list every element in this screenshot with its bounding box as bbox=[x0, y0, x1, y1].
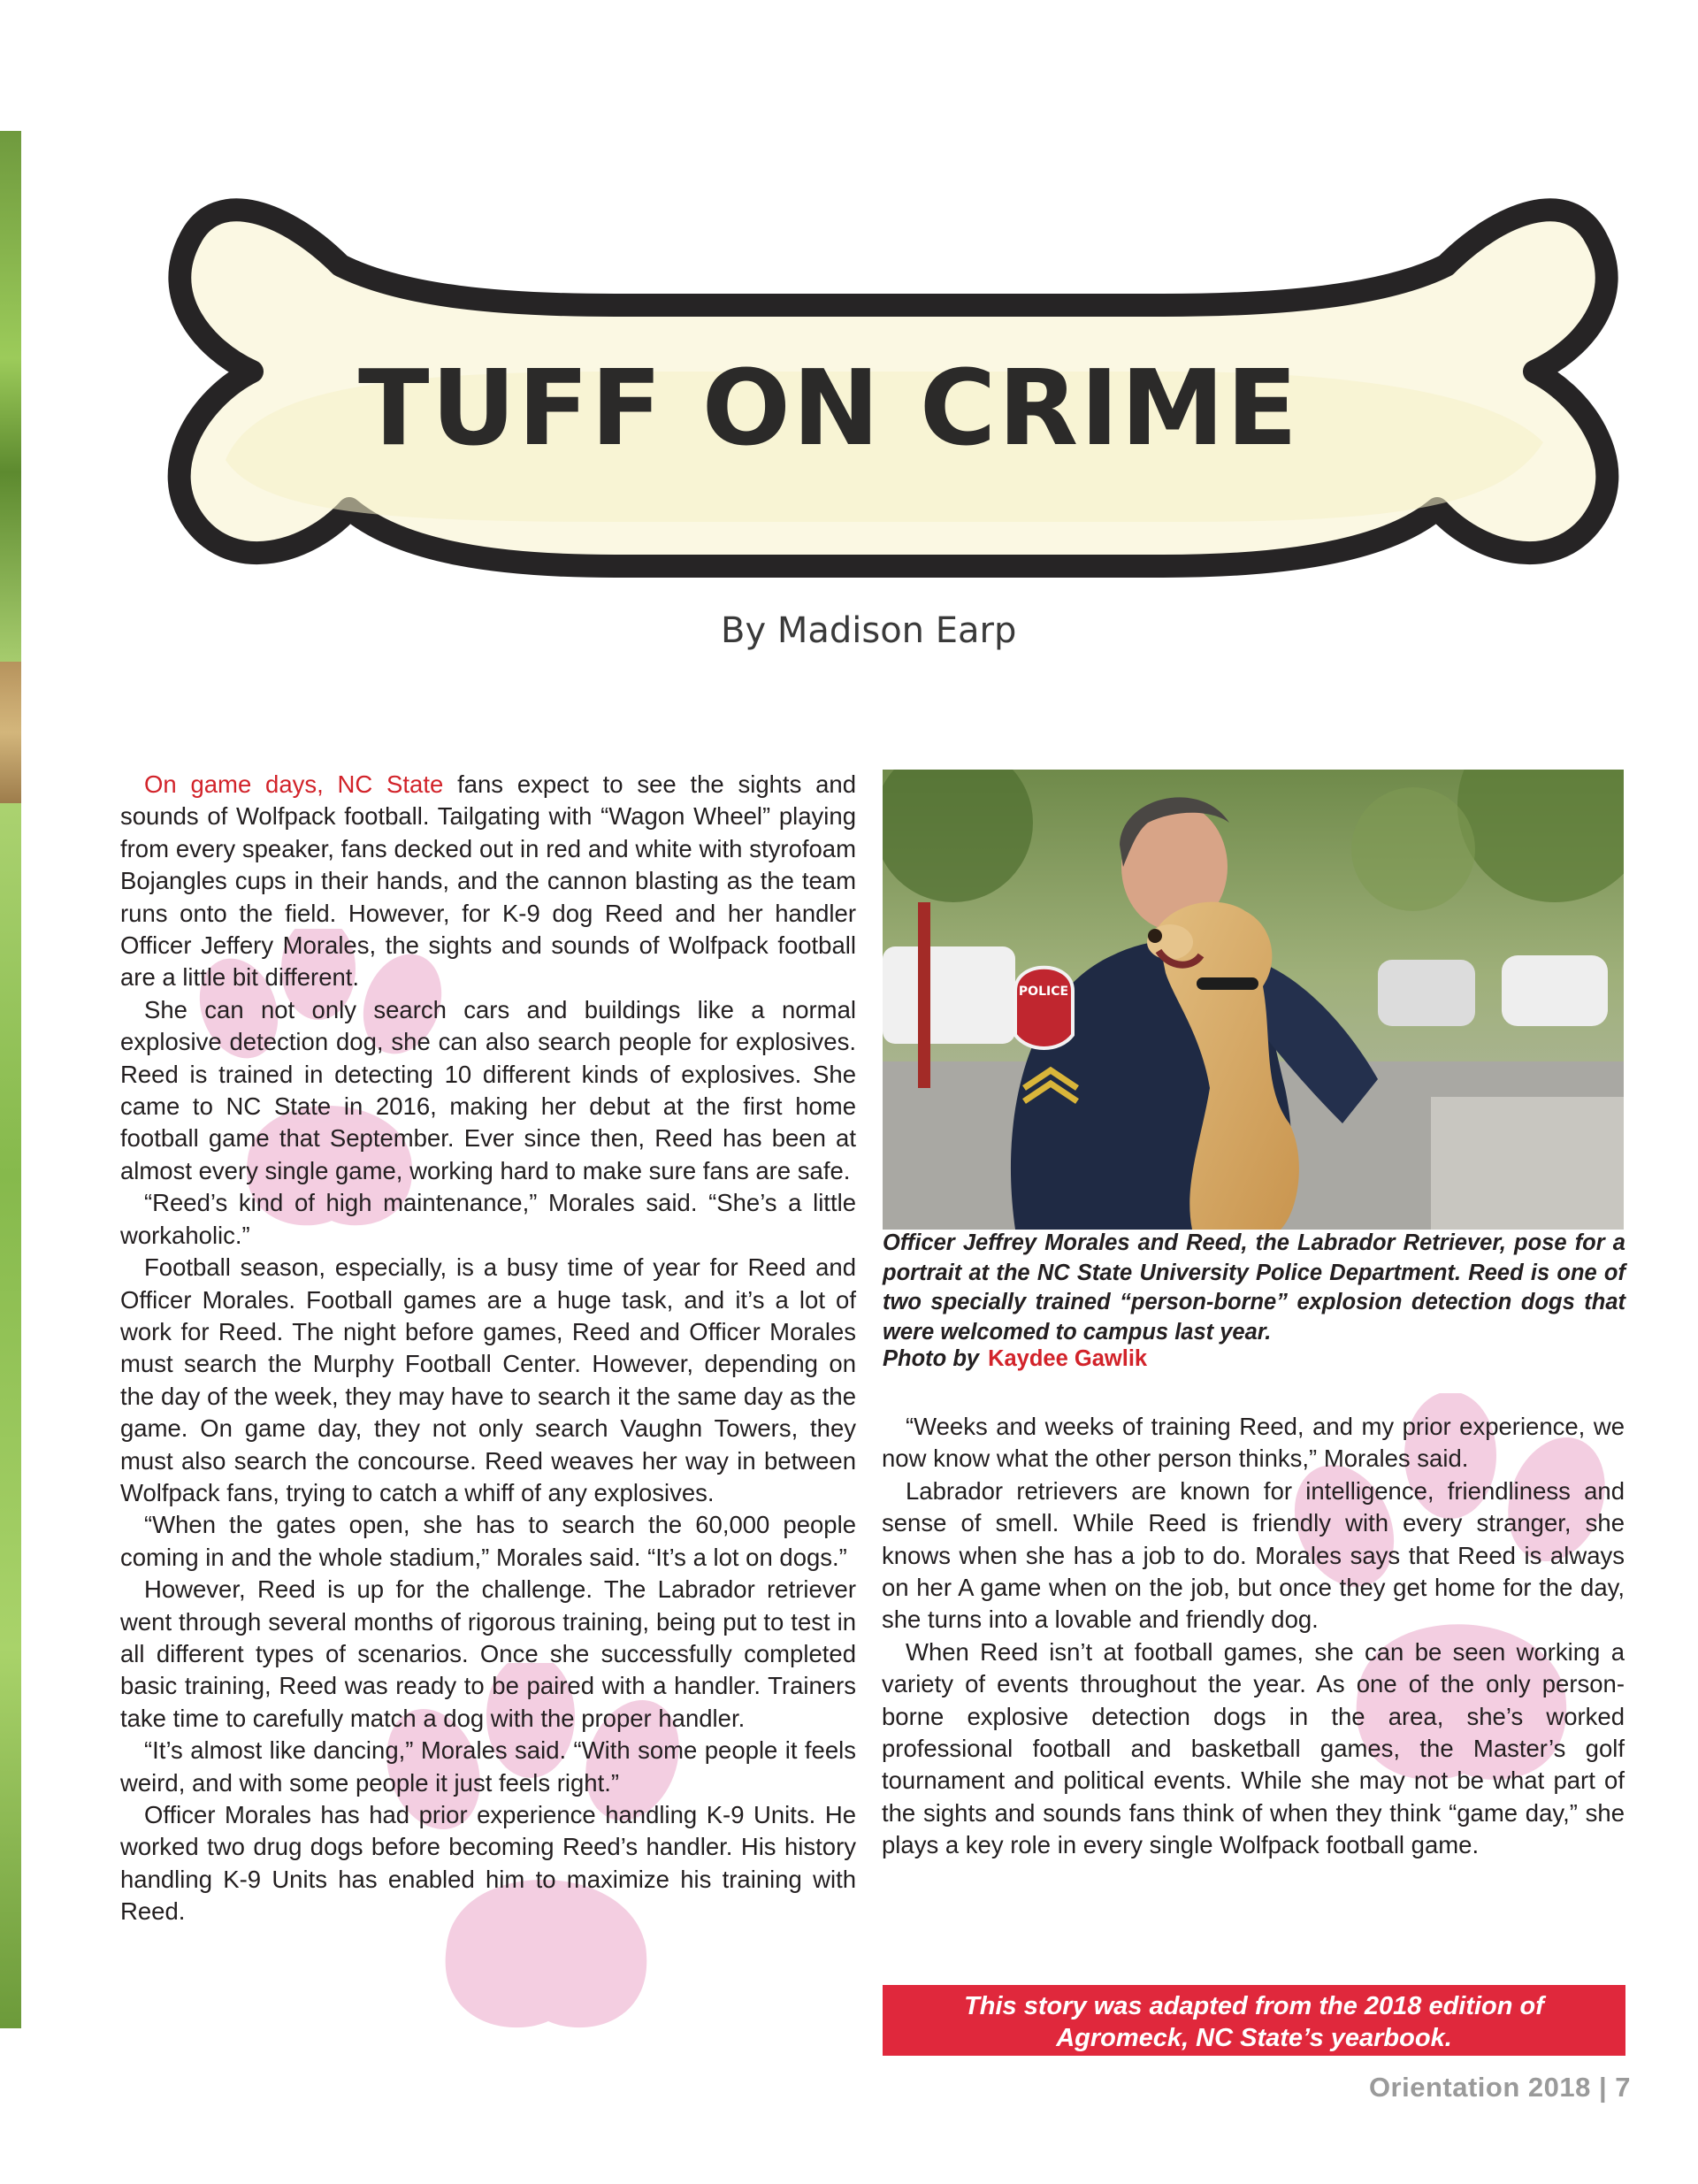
police-patch-text: POLICE bbox=[1018, 985, 1069, 999]
left-edge-photo-detail bbox=[0, 662, 21, 803]
paragraph: When Reed isn’t at football games, she can be seen working a variety of events throughout the year. As one of the only person-borne explosive detection dogs in the area, she’s worked professional football and basketball games, the Master’s golf tournament and political events. While she may not be what part of the sights and sounds fans think of when they think “game day,” she plays a key role in every single Wolfpack football game. bbox=[882, 1637, 1625, 1859]
paragraph: “Reed’s kind of high maintenance,” Morales said. “She’s a little workaholic.” bbox=[120, 1189, 856, 1249]
lead-highlight: On game days, NC State bbox=[144, 770, 444, 798]
adaptation-note-line-2: Agromeck, NC State’s yearbook. bbox=[1056, 2024, 1452, 2052]
article-column-left bbox=[120, 769, 856, 1928]
paragraph: “It’s almost like dancing,” Morales said. “With some people it feels weird, and with some people it just feels right.” bbox=[120, 1736, 856, 1797]
paragraph: Officer Morales has had prior experience handling K-9 Units. He worked two drug dogs before becoming Reed’s handler. His history handling K-9 Units has enabled him to maximize his training with Reed. bbox=[120, 1801, 856, 1926]
adaptation-note-line-1: This story was adapted from the 2018 edition of bbox=[964, 1992, 1544, 2020]
photographer-name: Kaydee Gawlik bbox=[988, 1346, 1148, 1371]
page-folio: Orientation 2018 | 7 bbox=[1368, 2072, 1631, 2103]
left-edge-photo bbox=[0, 131, 21, 2028]
paragraph: Labrador retrievers are known for intelligence, friendliness and sense of smell. While Reed is friendly with every stranger, she knows when she has a job to do. Morales says that Reed is always on her A game when on the job, but once they get home for the day, she turns into a lovable and friendly dog. bbox=[882, 1476, 1625, 1634]
paragraph: Football season, especially, is a busy time of year for Reed and Officer Morales. Football games are a huge task, and it’s a lot of work for Reed. The night before games, Reed and Officer Morales must search the Murphy Football Center. However, depending on the day of the week, they may have to search it the same day as the game. On game day, they not only search Vaughn Towers, they must also search the concourse. Reed weaves her way in between Wolfpack fans, trying to catch a whiff of any explosives. bbox=[120, 1253, 856, 1506]
photo-caption: Officer Jeffrey Morales and Reed, the Labrador Retriever, pose for a portrait at the NC State University Police Department. Reed is one of two specially trained “person-borne” explosion detection dogs that were welcomed to campus last year. bbox=[883, 1230, 1625, 1345]
photo-credit bbox=[883, 1346, 1147, 1372]
officer-and-dog-photo bbox=[883, 770, 1624, 1230]
paragraph: However, Reed is up for the challenge. The Labrador retriever went through several months of rigorous training, being put to test in all different types of scenarios. Once she successfully completed basic training, Reed was ready to be paired with a handler. Trainers take time to carefully match a dog with the proper handler. bbox=[120, 1575, 856, 1732]
photo-credit-label: Photo by bbox=[883, 1346, 980, 1371]
paragraph-text: fans expect to see the sights and sounds of Wolfpack football. Tailgating with “Wagon Wheel” playing from every speaker, fans decked out in red and white with styrofoam Bojangles cups in their hands, and the cannon blasting as the team runs onto the field. However, for K-9 dog Reed and her handler Officer Jeffery Morales, the sights and sounds of Wolfpack football are a little bit different. bbox=[120, 770, 856, 992]
paragraph: “When the gates open, she has to search the 60,000 people coming in and the whole stadium,” Morales said. “It’s a lot on dogs.” bbox=[120, 1511, 856, 1571]
article-column-right bbox=[882, 1411, 1625, 1862]
article-title: TUFF ON CRIME bbox=[358, 347, 1300, 469]
byline: By Madison Earp bbox=[721, 610, 1017, 651]
paragraph: “Weeks and weeks of training Reed, and my prior experience, we now know what the other person thinks,” Morales said. bbox=[882, 1413, 1625, 1473]
paragraph bbox=[120, 769, 856, 994]
paragraph: She can not only search cars and buildings like a normal explosive detection dog, she can also search people for explosives. Reed is trained in detecting 10 different kinds of explosives. She came to NC State in 2016, making her debut at the first home football game that September. Ever since then, Reed has been at almost every single game, working hard to make sure fans are safe. bbox=[120, 995, 856, 1184]
adaptation-note-box bbox=[883, 1985, 1625, 2056]
